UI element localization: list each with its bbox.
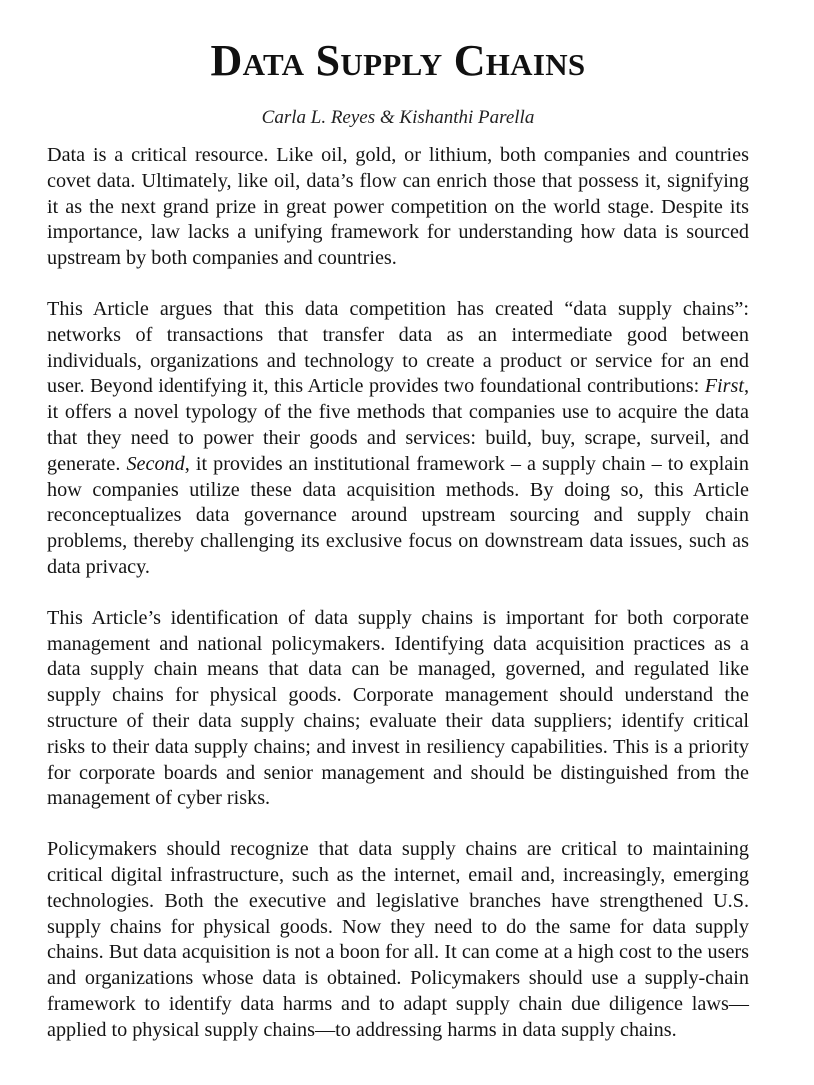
emphasis-first: First	[704, 375, 744, 398]
emphasis-second: Second	[126, 452, 185, 475]
abstract-paragraph-2	[47, 297, 749, 581]
paper-title: Data Supply Chains	[210, 36, 586, 85]
abstract-paragraph-3: This Article’s identification of data supply chains is important for both corporate management and national policymakers. Identifying data acquisition practices as a data supply chain means that data can be managed, governed, and regulated like supply chains for physical goods. Corporate management should understand the structure of their data supply chains; evaluate their data suppliers; identify critical risks to their data supply chains; and invest in resiliency capabilities. This is a priority for corporate boards and senior management and should be distinguished from the management of cyber risks.	[47, 606, 749, 810]
paragraph-2-text-part-2: , it offers a novel typology of the five methods that companies use to acquire the data that they need to power their goods and services: build, buy, scrape, surveil, and generate.	[47, 375, 749, 475]
abstract-paragraph-1: Data is a critical resource. Like oil, gold, or lithium, both companies and countries covet data. Ultimately, like oil, data’s flow can enrich those that possess it, signifying it as the next grand prize in great power competition on the world stage. Despite its importance, law lacks a unifying framework for understanding how data is sourced upstream by both companies and countries.	[47, 144, 749, 270]
abstract-paragraph-4: Policymakers should recognize that data supply chains are critical to maintaining critical digital infrastructure, such as the internet, email and, increasingly, emerging technologies. Both the executive and legislative branches have strengthened U.S. supply chains for physical goods. Now they need to do the same for data supply chains. But data acquisition is not a boon for all. It can come at a high cost to the users and organizations whose data is obtained. Policymakers should use a supply-chain framework to identify data harms and to adapt supply chain due diligence laws—applied to physical supply chains—to addressing harms in data supply chains.	[47, 838, 749, 1041]
abstract-body	[47, 143, 749, 1044]
paper-authors: Carla L. Reyes & Kishanthi Parella	[261, 107, 535, 128]
paragraph-2-text-part-1: This Article argues that this data competition has created “data supply chains”: networks of transactions that transfer data as an intermediate good between individuals, organizations and technology to create a product or service for an end user. Beyond identifying it, this Article provides two foundational contributions:	[47, 297, 749, 398]
paragraph-2-text-part-3: , it provides an institutional framework – a supply chain – to explain how companies utilize these data acquisition methods. By doing so, this Article reconceptualizes data governance around upstream sourcing and supply chain problems, thereby challenging its exclusive focus on downstream data issues, such as data privacy.	[47, 452, 749, 578]
document-page	[47, 0, 749, 1069]
